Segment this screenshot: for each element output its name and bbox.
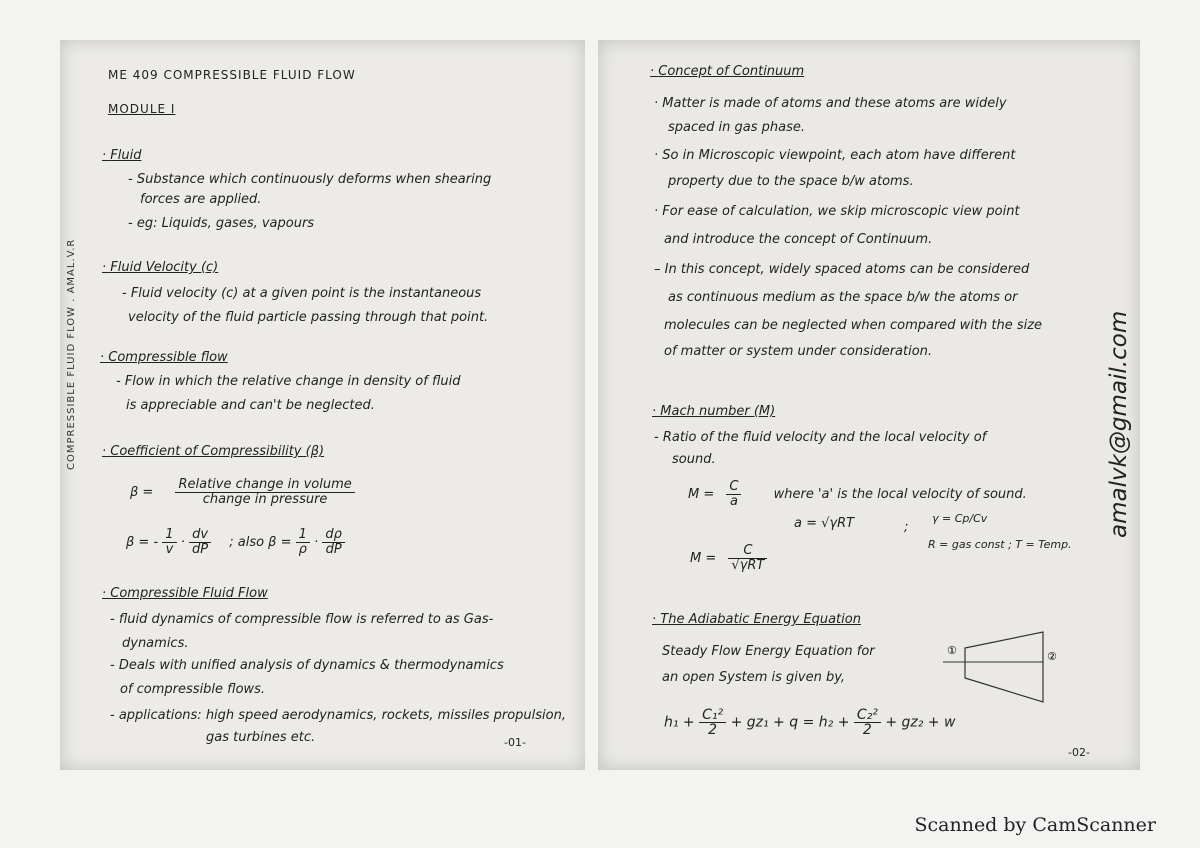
cff-line: of compressible flows.: [120, 682, 266, 697]
adiabatic-line: an open System is given by,: [662, 670, 846, 685]
cff-line: dynamics.: [122, 636, 189, 651]
beta-formula-prefix: β = -: [126, 535, 159, 550]
compressible-flow-line: - Flow in which the relative change in density of fluid: [116, 374, 461, 389]
fluid-line: - eg: Liquids, gases, vapours: [128, 216, 315, 231]
adiabatic-heading-text: The Adiabatic Energy Equation: [660, 612, 861, 627]
eq-part: + gz₂ + w: [885, 714, 956, 731]
fluid-velocity-line: - Fluid velocity (c) at a given point is the instantaneous: [122, 286, 482, 301]
fraction-denominator: a: [729, 494, 738, 509]
fraction-numerator: C₁²: [699, 708, 726, 723]
cff-line: - fluid dynamics of compressible flow is referred to as Gas-: [110, 612, 494, 627]
continuum-line: as continuous medium as the space b/w the atoms or: [668, 290, 1018, 305]
beta-formula: [126, 528, 345, 557]
nozzle-outline: [965, 632, 1043, 702]
scanner-watermark: Scanned by CamScanner: [914, 814, 1156, 836]
continuum-heading-text: Concept of Continuum: [658, 64, 805, 79]
fraction-numerator: dρ: [322, 528, 345, 543]
fraction-numerator: C: [726, 480, 741, 495]
compressible-flow-heading: · Compressible flow: [100, 350, 228, 365]
continuum-heading: · Concept of Continuum: [650, 64, 805, 79]
mach-formula: [688, 480, 1027, 509]
beta-symbol: β =: [130, 485, 154, 500]
eq-part: + gz₁ + q = h₂ +: [730, 714, 850, 731]
cff-line: gas turbines etc.: [206, 730, 316, 745]
fluid-velocity-heading: · Fluid Velocity (c): [102, 260, 219, 275]
page-number: -01-: [504, 736, 526, 749]
semicolon: ;: [904, 520, 909, 535]
page-number: -02-: [1068, 746, 1090, 759]
sound-velocity-formula: a = √γRT: [794, 516, 855, 531]
left-page: [60, 40, 585, 770]
beta-numerator: Relative change in volume: [175, 478, 354, 493]
fluid-line: forces are applied.: [140, 192, 262, 207]
adiabatic-heading: · The Adiabatic Energy Equation: [652, 612, 861, 627]
where-text: where 'a' is the local velocity of sound.: [773, 487, 1027, 502]
fraction-one-over-v: [162, 528, 176, 557]
continuum-text: Matter is made of atoms and these atoms are widely: [662, 96, 1007, 111]
fluid-velocity-line: velocity of the fluid particle passing through that point.: [128, 310, 489, 325]
cff-line: - applications: high speed aerodynamics, rockets, missiles propulsion,: [110, 708, 566, 723]
mach-line: - Ratio of the fluid velocity and the local velocity of: [654, 430, 987, 445]
continuum-text: So in Microscopic viewpoint, each atom have different: [662, 148, 1016, 163]
fraction-numerator: dv: [189, 528, 211, 543]
continuum-line: property due to the space b/w atoms.: [668, 174, 914, 189]
course-title: ME 409 COMPRESSIBLE FLUID FLOW: [108, 68, 356, 82]
kinetic-term-2: [854, 708, 881, 737]
fluid-velocity-heading-text: Fluid Velocity (c): [110, 260, 219, 275]
fraction-numerator: 1: [162, 528, 176, 543]
mach-symbol: M =: [690, 551, 717, 566]
coefficient-heading-text: Coefficient of Compressibility (β): [110, 444, 325, 459]
compressible-fluid-flow-heading-text: Compressible Fluid Flow: [110, 586, 268, 601]
continuum-line: molecules can be neglected when compared with the size: [664, 318, 1043, 333]
fraction-denominator: v: [165, 542, 174, 557]
continuum-line: spaced in gas phase.: [668, 120, 805, 135]
kinetic-term-1: [699, 708, 726, 737]
fraction-dv-dp: [189, 528, 211, 557]
fraction-numerator: C₂²: [854, 708, 881, 723]
eq-part: h₁ +: [664, 714, 695, 731]
mach-formula-2: [690, 544, 767, 573]
fraction-denominator: 2: [708, 722, 718, 738]
r-t-definition: R = gas const ; T = Temp.: [928, 538, 1072, 551]
fraction-denominator: dP: [192, 542, 209, 557]
mach-fraction-2: [728, 544, 767, 573]
continuum-line: · Matter is made of atoms and these atoms are widely: [654, 96, 1007, 111]
compressible-flow-heading-text: Compressible flow: [108, 350, 228, 365]
nozzle-diagram: [943, 630, 1057, 710]
fraction-drho-dp: [322, 528, 345, 557]
continuum-line: and introduce the concept of Continuum.: [664, 232, 933, 247]
beta-denominator: change in pressure: [202, 492, 328, 507]
fluid-line: - Substance which continuously deforms when shearing: [128, 172, 492, 187]
fraction-numerator: 1: [296, 528, 310, 543]
beta-definition: [130, 478, 355, 507]
continuum-line: – In this concept, widely spaced atoms can be considered: [654, 262, 1030, 277]
mach-symbol: M =: [688, 487, 715, 502]
fluid-heading-text: Fluid: [110, 148, 142, 163]
compressible-fluid-flow-heading: · Compressible Fluid Flow: [102, 586, 268, 601]
fraction-one-over-rho: [296, 528, 310, 557]
coefficient-heading: · Coefficient of Compressibility (β): [102, 444, 325, 459]
module-heading: MODULE I: [108, 102, 176, 116]
fluid-heading: · Fluid: [102, 148, 142, 163]
also-text: ; also β =: [229, 535, 292, 550]
continuum-text: For ease of calculation, we skip microscopic view point: [662, 204, 1020, 219]
fraction-denominator: 2: [862, 722, 872, 738]
nozzle-label-1: ①: [947, 644, 957, 657]
gamma-definition: γ = Cp/Cv: [932, 512, 988, 525]
mach-fraction: [726, 480, 741, 509]
mach-heading: · Mach number (M): [652, 404, 776, 419]
side-email: amalvk@gmail.com: [1106, 310, 1132, 538]
fraction-denominator: ρ: [298, 542, 307, 557]
compressible-flow-line: is appreciable and can't be neglected.: [126, 398, 375, 413]
fraction-denominator: dP: [325, 542, 342, 557]
adiabatic-line: Steady Flow Energy Equation for: [662, 644, 875, 659]
beta-fraction: [175, 478, 354, 507]
energy-equation: [664, 708, 955, 737]
mach-line: sound.: [672, 452, 716, 467]
continuum-line: · For ease of calculation, we skip microscopic view point: [654, 204, 1020, 219]
cff-line: - Deals with unified analysis of dynamics & thermodynamics: [110, 658, 504, 673]
fraction-denominator: √γRT: [731, 558, 765, 573]
nozzle-label-2: ②: [1047, 650, 1057, 663]
side-title: COMPRESSIBLE FLUID FLOW . AMAL.V.R: [66, 238, 77, 470]
fraction-numerator: C: [728, 544, 767, 559]
mach-heading-text: Mach number (M): [660, 404, 776, 419]
continuum-line: of matter or system under consideration.: [664, 344, 933, 359]
right-page: [598, 40, 1140, 770]
continuum-line: · So in Microscopic viewpoint, each atom have different: [654, 148, 1016, 163]
multiply-dot: ·: [180, 535, 185, 550]
multiply-dot: ·: [314, 535, 319, 550]
